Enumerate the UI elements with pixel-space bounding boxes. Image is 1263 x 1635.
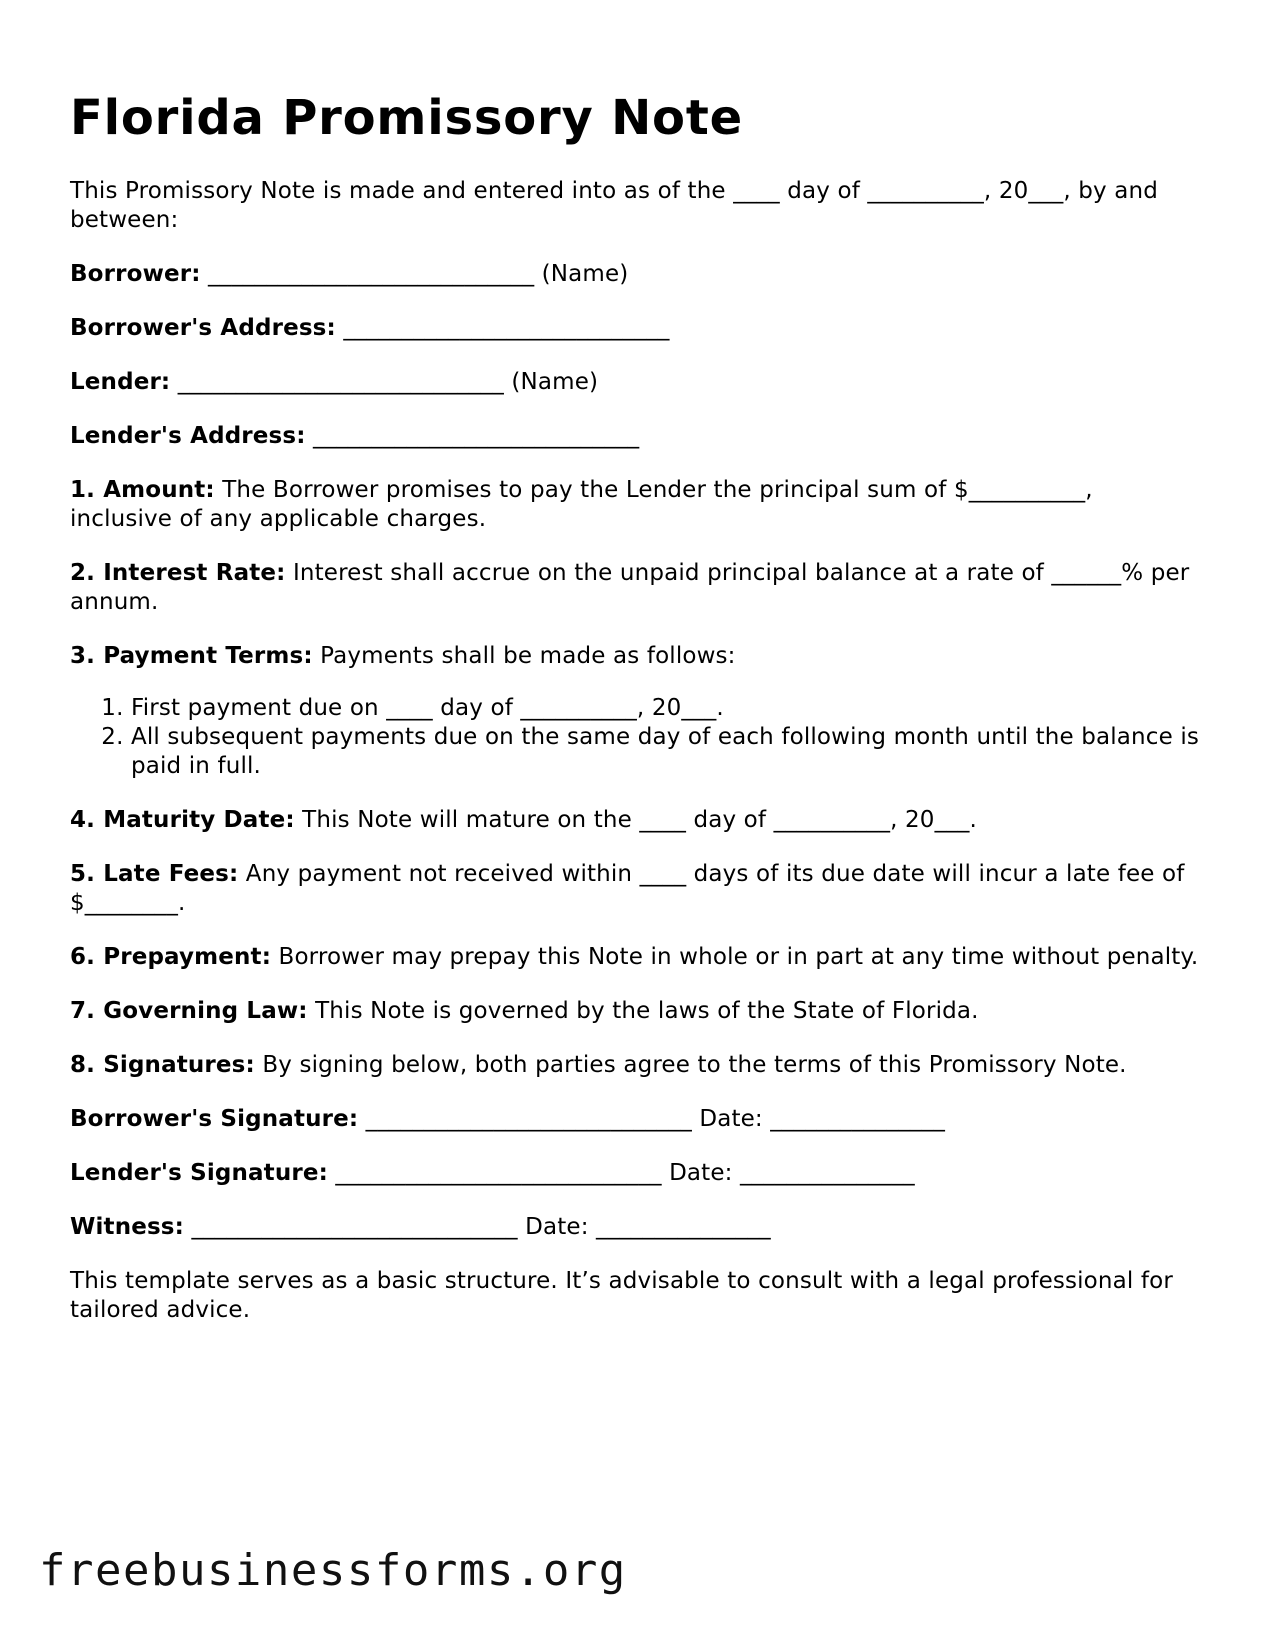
payment-term-item: 1. First payment due on ____ day of __________, 20___. — [131, 694, 1200, 723]
maturity-text: This Note will mature on the ____ day of __________, 20___. — [294, 807, 978, 833]
witness-label: Witness: — [70, 1214, 184, 1240]
prepayment-text: Borrower may prepay this Note in whole or in part at any time without penalty. — [271, 944, 1199, 970]
governing-law-text: This Note is governed by the laws of the State of Florida. — [307, 998, 979, 1024]
governing-law-label: 7. Governing Law: — [70, 998, 308, 1024]
payment-label: 3. Payment Terms: — [70, 643, 313, 669]
section-maturity-date — [70, 806, 1200, 835]
lender-signature-value: ____________________________ Date: _______________ — [327, 1160, 915, 1186]
interest-text: Interest shall accrue on the unpaid principal balance at a rate of ______% per annum. — [70, 560, 1190, 615]
witness-value: ____________________________ Date: _______________ — [184, 1214, 771, 1240]
document-title: Florida Promissory Note — [70, 90, 743, 146]
section-interest-rate — [70, 559, 1200, 617]
payment-terms-list — [70, 694, 1200, 781]
interest-label: 2. Interest Rate: — [70, 560, 286, 586]
signatures-text: By signing below, both parties agree to the terms of this Promissory Note. — [254, 1052, 1127, 1078]
payment-text: Payments shall be made as follows: — [312, 643, 736, 669]
section-payment-terms — [70, 642, 1200, 671]
lender-signature-line — [70, 1159, 1200, 1188]
amount-label: 1. Amount: — [70, 477, 215, 503]
intro-paragraph: This Promissory Note is made and entered into as of the ____ day of __________, 20___, by and between: — [70, 178, 1158, 233]
borrower-address-label: Borrower's Address: — [70, 315, 336, 341]
section-prepayment — [70, 943, 1200, 972]
document-page — [70, 82, 1200, 1350]
lender-address-value: ____________________________ — [305, 423, 640, 449]
borrower-signature-label: Borrower's Signature: — [70, 1106, 359, 1132]
prepayment-label: 6. Prepayment: — [70, 944, 272, 970]
payment-term-item: 2. All subsequent payments due on the same day of each following month until the balance is paid in full. — [131, 723, 1200, 781]
section-governing-law — [70, 997, 1200, 1026]
section-signatures — [70, 1051, 1200, 1080]
borrower-value: ____________________________ (Name) — [200, 261, 629, 287]
section-late-fees — [70, 860, 1200, 918]
late-fees-text: Any payment not received within ____ days of its due date will incur a late fee of $________. — [70, 861, 1185, 916]
lender-line — [70, 368, 1200, 397]
site-watermark: freebusinessforms.org — [39, 1545, 627, 1596]
borrower-line — [70, 260, 1200, 289]
disclaimer-paragraph: This template serves as a basic structure. It’s advisable to consult with a legal professional for tailored advice. — [70, 1268, 1173, 1323]
lender-address-label: Lender's Address: — [70, 423, 306, 449]
borrower-address-value: ____________________________ — [335, 315, 670, 341]
lender-signature-label: Lender's Signature: — [70, 1160, 328, 1186]
lender-address-line — [70, 422, 1200, 451]
lender-value: ____________________________ (Name) — [170, 369, 599, 395]
amount-text: The Borrower promises to pay the Lender the principal sum of $__________, inclusive of any applicable charges. — [70, 477, 1093, 532]
borrower-label: Borrower: — [70, 261, 201, 287]
signatures-label: 8. Signatures: — [70, 1052, 255, 1078]
lender-label: Lender: — [70, 369, 171, 395]
borrower-signature-value: ____________________________ Date: _______________ — [358, 1106, 946, 1132]
borrower-signature-line — [70, 1105, 1200, 1134]
late-fees-label: 5. Late Fees: — [70, 861, 239, 887]
borrower-address-line — [70, 314, 1200, 343]
section-amount — [70, 476, 1200, 534]
maturity-label: 4. Maturity Date: — [70, 807, 295, 833]
witness-signature-line — [70, 1213, 1200, 1242]
